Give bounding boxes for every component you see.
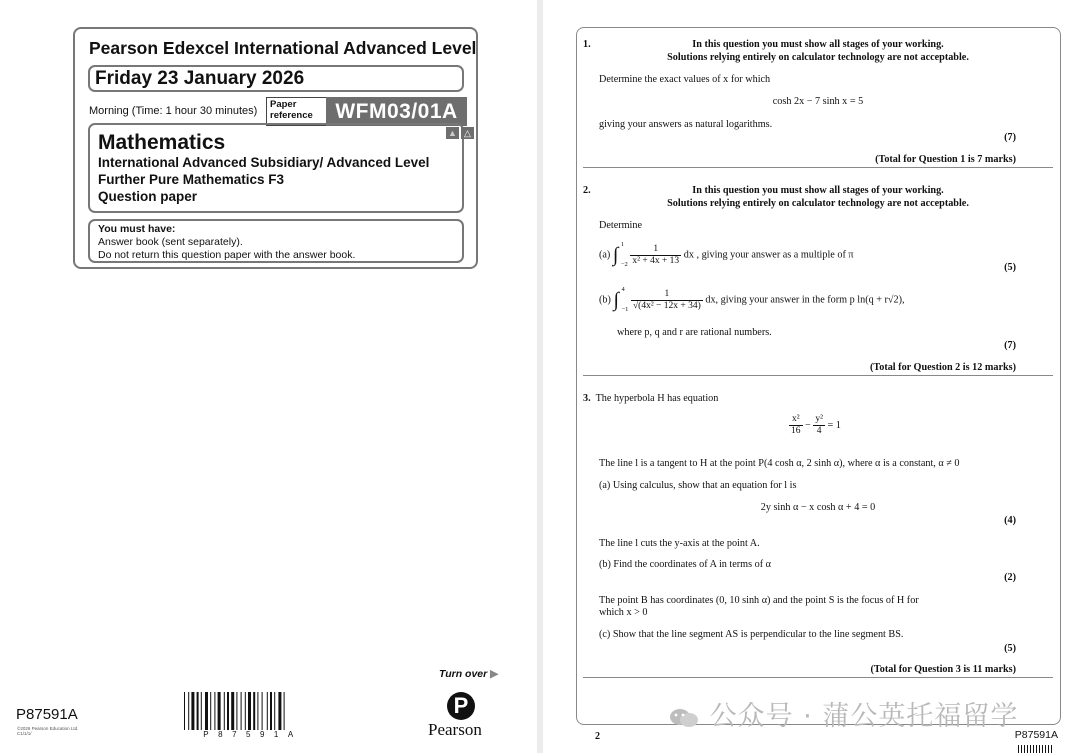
question-page bbox=[543, 0, 1080, 753]
q3-cut: The line l cuts the y-axis at the point A. bbox=[599, 538, 760, 549]
q3-y-den: 4 bbox=[816, 426, 822, 436]
q1-number: 1. bbox=[583, 39, 591, 50]
cover-page bbox=[0, 0, 537, 753]
q3-x-num: x² bbox=[789, 414, 803, 426]
q2-total: (Total for Question 2 is 12 marks) bbox=[869, 362, 1016, 373]
must-have-line-1: Answer book (sent separately). bbox=[98, 236, 243, 248]
q2b-numerator: 1 bbox=[631, 289, 703, 301]
page-number: 2 bbox=[595, 731, 600, 742]
q2-divider bbox=[583, 375, 1053, 376]
copyright-line-2: C1/1/1/ bbox=[17, 731, 32, 736]
triangle-filled-icon: ▲ bbox=[446, 127, 459, 139]
q3-point-b-2: which x > 0 bbox=[599, 607, 648, 618]
q3-intro-line bbox=[583, 393, 718, 405]
unit-title: Further Pure Mathematics F3 bbox=[98, 172, 285, 187]
barcode-number: P87591A bbox=[203, 730, 303, 739]
q3-tangent: The line l is a tangent to H at the point P(4 cosh α, 2 sinh α), where α is a constant, α ≠ 0 bbox=[599, 458, 960, 469]
q2-instruction-2: Solutions relying entirely on calculator technology are not acceptable. bbox=[667, 198, 969, 209]
q2a-limits bbox=[621, 240, 628, 270]
q2-number: 2. bbox=[583, 185, 591, 196]
q2b-lower: −1 bbox=[621, 306, 629, 313]
cover-header-box bbox=[73, 27, 478, 269]
copyright-note bbox=[17, 726, 78, 736]
q2a-numerator: 1 bbox=[630, 244, 681, 256]
paper-ref-label-line1: Paper bbox=[270, 99, 297, 110]
wechat-icon bbox=[668, 707, 700, 729]
q3-total: (Total for Question 3 is 11 marks) bbox=[870, 664, 1016, 675]
q2a-label: (a) bbox=[599, 249, 611, 261]
q3-intro: The hyperbola H has equation bbox=[595, 393, 719, 404]
q2-instruction-1: In this question you must show all stages of your working. bbox=[692, 185, 944, 196]
arrow-right-icon: ▶ bbox=[490, 668, 499, 680]
q3-part-a-equation: 2y sinh α − x cosh α + 4 = 0 bbox=[760, 502, 876, 513]
q3-part-b: (b) Find the coordinates of A in terms of α bbox=[599, 559, 771, 570]
q1-marks: (7) bbox=[1004, 132, 1016, 143]
must-have-line-2: Do not return this question paper with the answer book. bbox=[98, 249, 356, 261]
product-code: P87591A bbox=[16, 706, 78, 723]
turn-over-label bbox=[439, 668, 498, 680]
subject-box bbox=[88, 123, 471, 213]
paper-reference-label bbox=[270, 99, 313, 121]
q3-part-c: (c) Show that the line segment AS is perpendicular to the line segment BS. bbox=[599, 629, 904, 640]
q2b-upper: 4 bbox=[621, 286, 625, 293]
q1-equation: cosh 2x − 7 sinh x = 5 bbox=[772, 96, 864, 107]
q2b-label: (b) bbox=[599, 294, 611, 306]
q3-y-num: y² bbox=[815, 414, 823, 424]
q2b-where: where p, q and r are rational numbers. bbox=[617, 327, 772, 338]
barcode bbox=[184, 692, 322, 730]
q3-divider bbox=[583, 677, 1053, 678]
q2b-text: dx, giving your answer in the form p ln(q + r√2), bbox=[705, 294, 905, 306]
q3-x-den: 16 bbox=[791, 426, 801, 436]
q2b-marks: (7) bbox=[1004, 340, 1016, 351]
q1-divider bbox=[583, 167, 1053, 168]
question-frame bbox=[576, 27, 1061, 725]
q2a-upper: 1 bbox=[620, 241, 625, 248]
exam-session: Morning (Time: 1 hour 30 minutes) bbox=[89, 105, 258, 117]
q2a-lower: −2 bbox=[620, 261, 628, 268]
q3-eq-rest: = 1 bbox=[827, 419, 841, 431]
must-have-box bbox=[88, 219, 464, 263]
must-have-title: You must have: bbox=[98, 223, 176, 235]
q2a-denominator: x² + 4x + 13 bbox=[632, 255, 680, 266]
q2b-fraction bbox=[631, 289, 703, 312]
q2b-limits bbox=[621, 285, 628, 315]
q2-part-b bbox=[599, 285, 905, 315]
q1-instruction-1: In this question you must show all stages of your working. bbox=[692, 39, 944, 50]
q3a-marks: (4) bbox=[1004, 515, 1016, 526]
watermark bbox=[668, 694, 1018, 733]
publisher-name: Pearson bbox=[428, 720, 482, 739]
q1-total: (Total for Question 1 is 7 marks) bbox=[875, 154, 1016, 165]
watermark-text: 公众号 · 蒲公英托福留学 bbox=[709, 701, 1019, 732]
q3c-marks: (5) bbox=[1004, 643, 1016, 654]
q3-part-a: (a) Using calculus, show that an equation for l is bbox=[599, 480, 797, 491]
paper-code: WFM03/01A bbox=[326, 97, 467, 126]
q3-hyperbola-equation: $\frac{\text{x²}}{16}$ − $\frac{\text{y²}}{4}$ = 1 bbox=[791, 414, 841, 436]
triangle-outline-icon: △ bbox=[461, 127, 474, 139]
integral-sign-icon: ∫ bbox=[612, 244, 619, 266]
q2a-text: dx , giving your answer as a multiple of π bbox=[683, 249, 854, 261]
document-type: Question paper bbox=[98, 189, 198, 204]
q3-number: 3. bbox=[583, 393, 591, 404]
subject-title: Mathematics bbox=[98, 131, 226, 154]
integral-sign-icon: ∫ bbox=[613, 289, 619, 311]
q2a-marks: (5) bbox=[1004, 262, 1016, 273]
paper-reference-box bbox=[266, 97, 466, 126]
q1-instruction-2: Solutions relying entirely on calculator technology are not acceptable. bbox=[667, 52, 969, 63]
q3-x-fraction bbox=[789, 414, 803, 437]
q2-prompt: Determine bbox=[599, 220, 642, 231]
q3-y-fraction bbox=[813, 414, 825, 437]
turn-over-text: Turn over bbox=[439, 668, 488, 680]
q1-follow: giving your answers as natural logarithms. bbox=[599, 119, 773, 130]
exam-board-title: Pearson Edexcel International Advanced Level bbox=[89, 38, 477, 58]
q3-point-b-1: The point B has coordinates (0, 10 sinh α) and the point S is the focus of H for bbox=[599, 595, 919, 606]
footer-barcode bbox=[1018, 745, 1054, 753]
q2b-denominator: √(4x² − 12x + 34) bbox=[632, 300, 701, 311]
q2a-fraction bbox=[630, 244, 681, 267]
q1-prompt: Determine the exact values of x for which bbox=[599, 74, 771, 85]
q2-part-a bbox=[599, 240, 854, 270]
q3b-marks: (2) bbox=[1004, 572, 1016, 583]
qualification-level: International Advanced Subsidiary/ Advanced Level bbox=[98, 155, 430, 170]
pearson-logo-icon: P bbox=[447, 692, 475, 720]
exam-date: Friday 23 January 2026 bbox=[88, 65, 464, 92]
paper-ref-label-line2: reference bbox=[270, 110, 313, 121]
footer-product-code: P87591A bbox=[1014, 729, 1058, 741]
copyright-line-1: ©2026 Pearson Education Ltd. bbox=[17, 726, 79, 731]
